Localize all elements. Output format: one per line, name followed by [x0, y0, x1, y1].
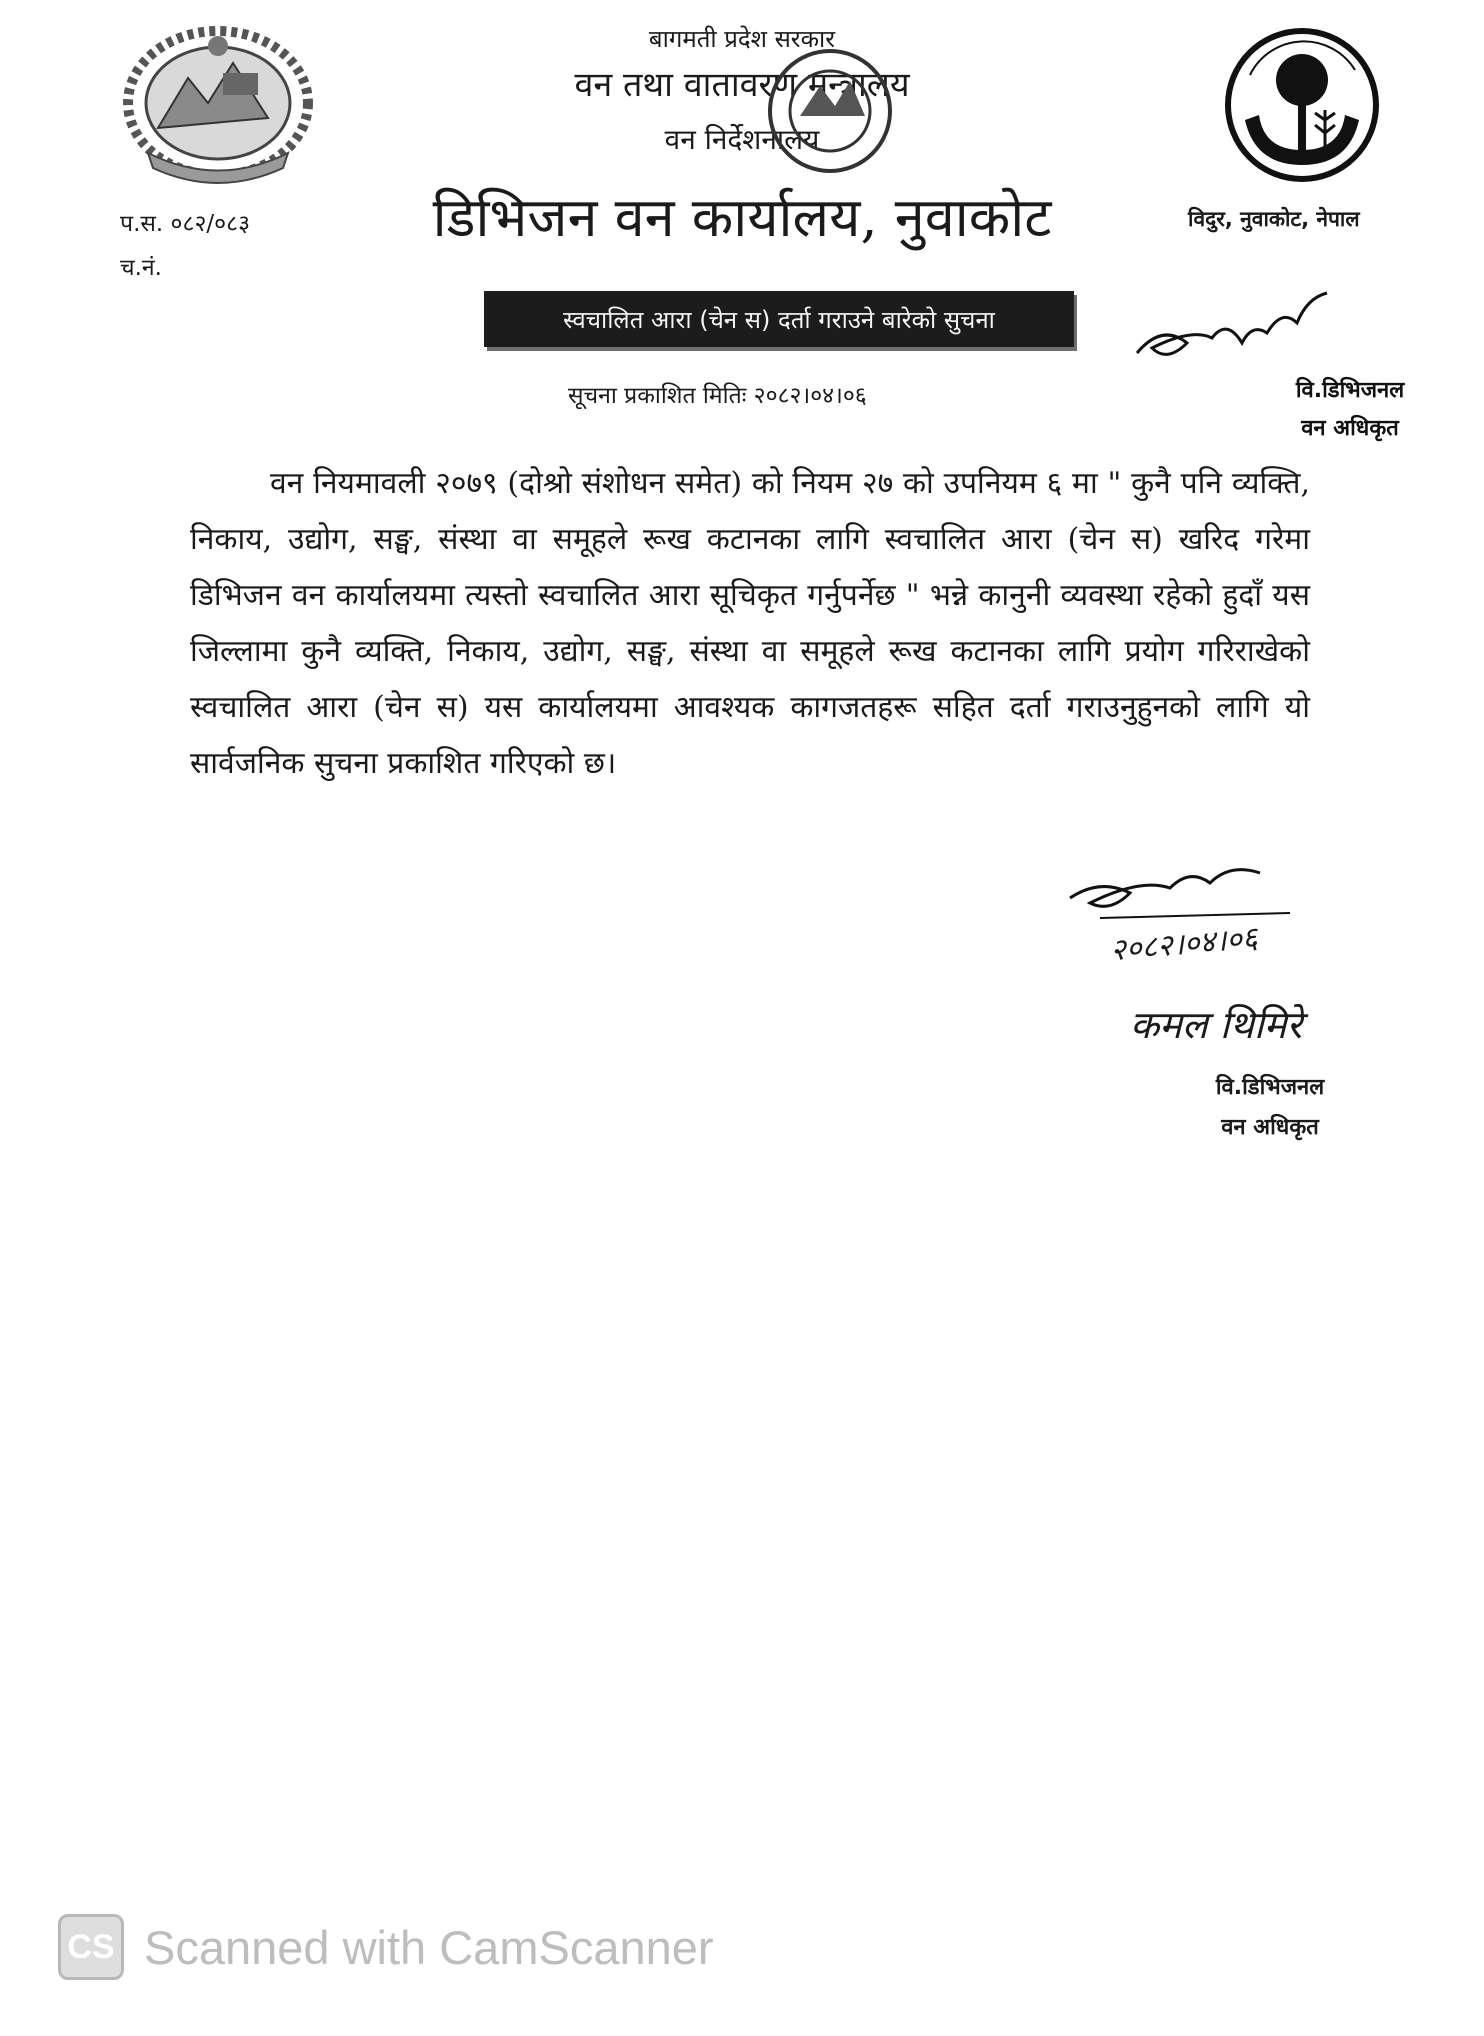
office-address: विदुर, नुवाकोट, नेपाल — [1188, 207, 1360, 231]
province-government-label: बागमती प्रदेश सरकार — [648, 25, 836, 53]
notice-body — [190, 456, 1310, 792]
top-stamp-line2: वन अधिकृत — [1301, 416, 1399, 441]
reference-number: प.स. ०८२/०८३ — [120, 211, 251, 237]
top-official-stamp — [1250, 372, 1450, 448]
bottom-stamp-line2: वन अधिकृत — [1221, 1115, 1319, 1140]
notice-subject-banner — [484, 291, 1074, 347]
top-stamp-line1: वि.डिभिजनल — [1295, 378, 1405, 403]
bottom-official-stamp — [1170, 1068, 1370, 1148]
directorate-label: वन निर्देशनालय — [664, 123, 820, 156]
camscanner-watermark — [58, 1912, 714, 1982]
notice-body-paragraph: वन नियमावली २०७९ (दोश्रो संशोधन समेत) को नियम २७ को उपनियम ६ मा " कुनै पनि व्यक्ति, निकाय, उद्योग, सङ्घ, संस्था वा समूहले रूख कटानका लागि स्वचालित आरा (चेन स) खरिद गरेमा डिभिजन वन कार्यालयमा त्यस्तो स्वचालित आरा सूचिकृत गर्नुपर्नेछ " भन्ने कानुनी व्यवस्था रहेको हुदाँ यस जिल्लामा कुनै व्यक्ति, निकाय, उद्योग, सङ्घ, संस्था वा समूहले रूख कटानका लागि प्रयोग गरिराखेको स्वचालित आरा (चेन स) यस कार्यालयमा आवश्यक कागजतहरू सहित दर्ता गराउनुहुनको लागि यो सार्वजनिक सुचना प्रकाशित गरिएको छ। — [190, 466, 1310, 781]
round-office-seal-icon — [755, 36, 905, 186]
office-title: डिभिजन वन कार्यालय, नुवाकोट — [432, 186, 1052, 249]
top-signature-icon — [1132, 288, 1332, 383]
signature-date: २०८२।०४।०६ — [1108, 920, 1259, 969]
bottom-stamp-line1: वि.डिभिजनल — [1215, 1075, 1325, 1100]
dispatch-number-label: च.नं. — [120, 255, 162, 281]
signer-name: कमल थिमिरे — [1130, 1003, 1302, 1047]
camscanner-text: Scanned with CamScanner — [144, 1920, 714, 1974]
camscanner-logo-icon: CS — [58, 1914, 124, 1980]
ministry-label: वन तथा वातावरण मन्त्रालय — [574, 65, 910, 105]
notice-subject-text: स्वचालित आरा (चेन स) दर्ता गराउने बारेको सुचना — [563, 305, 995, 334]
publication-date: सूचना प्रकाशित मितिः २०८२।०४।०६ — [568, 383, 867, 409]
forest-office-logo-icon — [1215, 25, 1390, 185]
